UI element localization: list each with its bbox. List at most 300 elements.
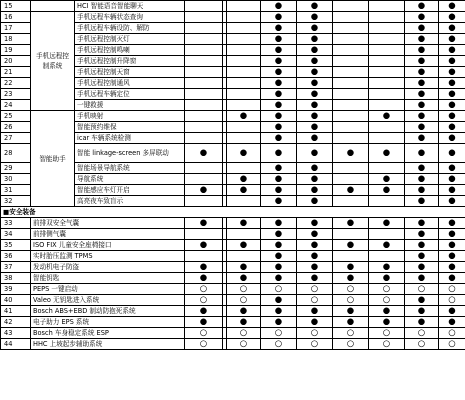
- config-mark: ○: [439, 339, 465, 350]
- config-mark: [369, 229, 405, 240]
- config-mark: ●: [297, 111, 333, 122]
- config-mark: ●: [439, 144, 465, 163]
- config-mark: ○: [297, 284, 333, 295]
- config-mark: ●: [369, 174, 405, 185]
- table-row: [1, 339, 465, 350]
- config-mark: ●: [261, 56, 297, 67]
- config-mark: ●: [405, 251, 439, 262]
- config-mark: ○: [261, 339, 297, 350]
- row-number: 30: [1, 174, 31, 185]
- section-row: [1, 207, 465, 218]
- config-mark: ○: [333, 328, 369, 339]
- feature-name: 发动机电子防盗: [31, 262, 185, 273]
- config-mark: ●: [369, 262, 405, 273]
- config-mark: ●: [185, 306, 223, 317]
- table-row: [1, 317, 465, 328]
- row-number: 18: [1, 34, 31, 45]
- config-mark: ●: [261, 45, 297, 56]
- config-mark: [185, 34, 223, 45]
- config-mark: ●: [297, 23, 333, 34]
- config-mark: ●: [227, 144, 261, 163]
- row-number: 29: [1, 163, 31, 174]
- config-mark: [369, 122, 405, 133]
- feature-name: 手机远程控制鸣喇: [75, 45, 185, 56]
- config-mark: [185, 45, 223, 56]
- config-mark: ●: [185, 185, 223, 196]
- config-mark: [333, 34, 369, 45]
- config-mark: ●: [297, 67, 333, 78]
- config-mark: ●: [185, 273, 223, 284]
- config-mark: ●: [261, 23, 297, 34]
- config-mark: [185, 111, 223, 122]
- config-mark: ●: [261, 174, 297, 185]
- config-mark: ●: [261, 144, 297, 163]
- config-mark: ○: [369, 295, 405, 306]
- config-mark: ●: [439, 23, 465, 34]
- table-row: [1, 218, 465, 229]
- table-row: [1, 1, 465, 12]
- config-mark: ●: [297, 262, 333, 273]
- feature-name: Bosch ABS+EBD 制动防抱死系统: [31, 306, 185, 317]
- config-mark: ●: [261, 12, 297, 23]
- config-mark: ○: [261, 284, 297, 295]
- table-body: [1, 1, 465, 350]
- config-mark: ●: [297, 144, 333, 163]
- config-mark: ●: [261, 111, 297, 122]
- feature-name: Bosch 车身稳定系统 ESP: [31, 328, 185, 339]
- config-mark: [185, 12, 223, 23]
- config-mark: ●: [369, 111, 405, 122]
- config-mark: [185, 196, 223, 207]
- config-mark: [333, 196, 369, 207]
- config-mark: [369, 23, 405, 34]
- table-row: [1, 251, 465, 262]
- config-mark: ●: [227, 240, 261, 251]
- feature-name: 手机远程控制灭灯: [75, 34, 185, 45]
- config-mark: [333, 251, 369, 262]
- config-mark: ●: [297, 78, 333, 89]
- config-mark: ○: [439, 328, 465, 339]
- config-mark: ●: [405, 111, 439, 122]
- feature-name: HCI 智能语音智能聊天: [75, 1, 185, 12]
- config-mark: ●: [297, 229, 333, 240]
- config-mark: ●: [333, 273, 369, 284]
- config-mark: ●: [297, 240, 333, 251]
- config-mark: [185, 78, 223, 89]
- row-number: 28: [1, 144, 31, 163]
- config-mark: ●: [439, 34, 465, 45]
- config-mark: [185, 251, 223, 262]
- config-mark: ○: [227, 284, 261, 295]
- feature-name: 智能钥匙: [31, 273, 185, 284]
- config-mark: ●: [297, 196, 333, 207]
- config-mark: ●: [369, 144, 405, 163]
- config-mark: ●: [227, 306, 261, 317]
- config-mark: ●: [439, 122, 465, 133]
- config-mark: ●: [405, 45, 439, 56]
- row-number: 23: [1, 89, 31, 100]
- config-mark: [227, 196, 261, 207]
- config-mark: [369, 163, 405, 174]
- table-row: [1, 273, 465, 284]
- row-number: 41: [1, 306, 31, 317]
- config-mark: [333, 133, 369, 144]
- config-mark: ●: [185, 144, 223, 163]
- row-number: 16: [1, 12, 31, 23]
- config-mark: ●: [369, 273, 405, 284]
- config-mark: ●: [333, 317, 369, 328]
- config-mark: ●: [439, 229, 465, 240]
- config-mark: [369, 1, 405, 12]
- config-mark: ●: [405, 218, 439, 229]
- config-mark: ●: [439, 1, 465, 12]
- config-mark: [333, 163, 369, 174]
- config-mark: [185, 56, 223, 67]
- config-mark: ○: [439, 295, 465, 306]
- config-mark: ●: [297, 122, 333, 133]
- table-row: [1, 111, 465, 122]
- config-mark: ●: [261, 78, 297, 89]
- config-mark: ●: [439, 317, 465, 328]
- config-mark: ●: [405, 229, 439, 240]
- config-mark: ●: [297, 133, 333, 144]
- config-mark: ●: [261, 240, 297, 251]
- config-mark: ●: [405, 262, 439, 273]
- group-label-remote-control: 手机远程控制系统: [31, 12, 75, 111]
- config-mark: ●: [369, 306, 405, 317]
- config-mark: [369, 100, 405, 111]
- config-mark: [333, 89, 369, 100]
- config-mark: [333, 100, 369, 111]
- feature-name: 一键救援: [75, 100, 185, 111]
- config-mark: ●: [439, 56, 465, 67]
- config-mark: [333, 67, 369, 78]
- config-mark: [185, 23, 223, 34]
- table-row: [1, 306, 465, 317]
- row-number: 21: [1, 67, 31, 78]
- config-mark: ●: [439, 196, 465, 207]
- config-mark: ○: [405, 284, 439, 295]
- feature-name: 前排侧气囊: [31, 229, 185, 240]
- config-mark: [185, 133, 223, 144]
- config-mark: [333, 229, 369, 240]
- config-mark: [227, 122, 261, 133]
- row-number: 33: [1, 218, 31, 229]
- table-row: [1, 12, 465, 23]
- config-mark: ●: [297, 317, 333, 328]
- config-mark: ●: [405, 100, 439, 111]
- config-mark: ●: [439, 251, 465, 262]
- feature-name: 高亮夜车致盲示: [75, 196, 185, 207]
- config-mark: ●: [439, 240, 465, 251]
- config-mark: [333, 56, 369, 67]
- config-mark: [333, 122, 369, 133]
- row-number: 32: [1, 196, 31, 207]
- config-mark: ●: [227, 218, 261, 229]
- config-mark: ●: [405, 78, 439, 89]
- config-mark: ○: [185, 328, 223, 339]
- config-mark: ●: [261, 317, 297, 328]
- row-number: 40: [1, 295, 31, 306]
- config-mark: [333, 1, 369, 12]
- config-mark: ●: [261, 89, 297, 100]
- row-number: 27: [1, 133, 31, 144]
- config-mark: ○: [261, 328, 297, 339]
- config-mark: ●: [227, 174, 261, 185]
- config-mark: [333, 78, 369, 89]
- config-mark: ●: [297, 174, 333, 185]
- config-mark: [227, 1, 261, 12]
- config-mark: ●: [261, 100, 297, 111]
- row-number: 19: [1, 45, 31, 56]
- config-mark: ●: [261, 196, 297, 207]
- config-mark: [185, 89, 223, 100]
- config-mark: [369, 133, 405, 144]
- table-row: [1, 240, 465, 251]
- config-mark: ●: [405, 163, 439, 174]
- config-mark: ●: [405, 306, 439, 317]
- config-mark: [227, 100, 261, 111]
- config-mark: ●: [261, 133, 297, 144]
- config-mark: ●: [261, 251, 297, 262]
- feature-name: Valeo 无钥匙进入系统: [31, 295, 185, 306]
- feature-name: 手机远程车辆状态查询: [75, 12, 185, 23]
- config-mark: ●: [439, 12, 465, 23]
- config-mark: [369, 78, 405, 89]
- config-mark: ○: [405, 339, 439, 350]
- row-number: 39: [1, 284, 31, 295]
- config-mark: ●: [439, 100, 465, 111]
- config-mark: ●: [227, 262, 261, 273]
- feature-name: 智能 linkage-screen 多屏联动: [75, 144, 185, 163]
- config-mark: [369, 89, 405, 100]
- config-mark: [185, 163, 223, 174]
- config-mark: ●: [405, 295, 439, 306]
- config-mark: [227, 45, 261, 56]
- config-mark: [227, 56, 261, 67]
- row-number: 37: [1, 262, 31, 273]
- config-mark: ●: [439, 262, 465, 273]
- row-number: 31: [1, 185, 31, 196]
- config-mark: ○: [185, 295, 223, 306]
- config-mark: [369, 12, 405, 23]
- config-mark: ●: [297, 12, 333, 23]
- config-mark: ●: [185, 240, 223, 251]
- config-mark: ●: [297, 56, 333, 67]
- config-mark: ●: [369, 240, 405, 251]
- config-mark: ○: [185, 284, 223, 295]
- row-number: 22: [1, 78, 31, 89]
- table-row: [1, 295, 465, 306]
- config-mark: ●: [227, 111, 261, 122]
- row-number: 36: [1, 251, 31, 262]
- config-mark: ●: [405, 1, 439, 12]
- row-number: 24: [1, 100, 31, 111]
- config-mark: ●: [405, 317, 439, 328]
- feature-name: PEPS 一键启动: [31, 284, 185, 295]
- row-number: 20: [1, 56, 31, 67]
- config-mark: [227, 163, 261, 174]
- config-mark: ●: [369, 317, 405, 328]
- feature-name: 电子助力 EPS 系统: [31, 317, 185, 328]
- config-mark: ●: [439, 45, 465, 56]
- row-number: 38: [1, 273, 31, 284]
- config-mark: ●: [405, 196, 439, 207]
- table-row: [1, 229, 465, 240]
- config-mark: ○: [369, 284, 405, 295]
- table-row: [1, 262, 465, 273]
- config-mark: ●: [439, 67, 465, 78]
- config-mark: ●: [261, 273, 297, 284]
- row-number: 15: [1, 1, 31, 12]
- config-mark: ●: [185, 262, 223, 273]
- config-mark: [227, 229, 261, 240]
- config-mark: ○: [297, 339, 333, 350]
- config-mark: ●: [297, 218, 333, 229]
- config-mark: [185, 67, 223, 78]
- config-mark: ●: [261, 229, 297, 240]
- config-mark: ●: [261, 67, 297, 78]
- config-mark: ●: [439, 306, 465, 317]
- config-mark: [369, 251, 405, 262]
- config-mark: ○: [297, 295, 333, 306]
- config-mark: ●: [439, 273, 465, 284]
- feature-name: 手机映射: [75, 111, 185, 122]
- config-mark: [227, 78, 261, 89]
- config-mark: ●: [227, 273, 261, 284]
- config-mark: ●: [369, 185, 405, 196]
- config-mark: ○: [227, 328, 261, 339]
- config-mark: ●: [297, 34, 333, 45]
- config-mark: ○: [227, 339, 261, 350]
- config-mark: [369, 34, 405, 45]
- config-mark: ●: [261, 185, 297, 196]
- section-label: ■安全装备: [1, 207, 465, 218]
- config-mark: [333, 174, 369, 185]
- config-mark: ●: [333, 185, 369, 196]
- config-mark: [185, 122, 223, 133]
- config-mark: ●: [405, 174, 439, 185]
- config-mark: ●: [405, 89, 439, 100]
- config-mark: [369, 67, 405, 78]
- config-mark: ●: [439, 163, 465, 174]
- config-mark: ●: [261, 218, 297, 229]
- config-mark: ●: [185, 218, 223, 229]
- config-mark: [227, 23, 261, 34]
- row-number: 44: [1, 339, 31, 350]
- config-mark: ●: [439, 78, 465, 89]
- table-row: [1, 284, 465, 295]
- config-mark: ●: [261, 34, 297, 45]
- config-mark: ●: [185, 317, 223, 328]
- feature-name: 智能场景导航系统: [75, 163, 185, 174]
- feature-name: 导航系统: [75, 174, 185, 185]
- row-number: 25: [1, 111, 31, 122]
- row-number: 34: [1, 229, 31, 240]
- row-number: 42: [1, 317, 31, 328]
- config-mark: ●: [405, 67, 439, 78]
- config-mark: ●: [333, 262, 369, 273]
- config-mark: ●: [297, 89, 333, 100]
- config-mark: ●: [405, 273, 439, 284]
- config-mark: ●: [405, 12, 439, 23]
- config-mark: ○: [227, 295, 261, 306]
- config-mark: [227, 12, 261, 23]
- config-mark: ●: [261, 122, 297, 133]
- feature-name: 手机远程控制通风: [75, 78, 185, 89]
- config-mark: ●: [333, 144, 369, 163]
- config-mark: ●: [297, 45, 333, 56]
- config-mark: ●: [439, 174, 465, 185]
- config-mark: ●: [405, 144, 439, 163]
- feature-name: 实时胎压监测 TPMS: [31, 251, 185, 262]
- feature-name: HHC 上坡起步辅助系统: [31, 339, 185, 350]
- config-mark: ●: [333, 240, 369, 251]
- config-mark: ●: [405, 185, 439, 196]
- config-mark: ○: [369, 328, 405, 339]
- config-mark: ○: [439, 284, 465, 295]
- config-mark: ●: [261, 163, 297, 174]
- config-mark: ●: [333, 306, 369, 317]
- config-mark: [227, 251, 261, 262]
- config-mark: ○: [405, 328, 439, 339]
- config-mark: [369, 56, 405, 67]
- feature-name: 手机远程控制天窗: [75, 67, 185, 78]
- config-mark: ●: [261, 1, 297, 12]
- feature-name: 前排双安全气囊: [31, 218, 185, 229]
- config-mark: ○: [333, 339, 369, 350]
- config-mark: ●: [405, 240, 439, 251]
- config-mark: ●: [405, 23, 439, 34]
- config-mark: ●: [227, 185, 261, 196]
- group-cell-empty: [31, 1, 75, 12]
- config-mark: [185, 229, 223, 240]
- row-number: 26: [1, 122, 31, 133]
- config-mark: [369, 45, 405, 56]
- config-mark: [333, 45, 369, 56]
- config-mark: ●: [333, 218, 369, 229]
- config-mark: ●: [297, 185, 333, 196]
- config-mark: [227, 89, 261, 100]
- config-mark: [369, 196, 405, 207]
- config-mark: [227, 133, 261, 144]
- config-mark: ●: [297, 251, 333, 262]
- config-mark: [185, 174, 223, 185]
- config-mark: ○: [333, 284, 369, 295]
- feature-name: 智能感应车灯开启: [75, 185, 185, 196]
- feature-name: 手机远程控制升降窗: [75, 56, 185, 67]
- config-mark: ○: [333, 295, 369, 306]
- config-mark: ●: [261, 262, 297, 273]
- config-mark: ●: [297, 306, 333, 317]
- config-mark: ●: [405, 56, 439, 67]
- config-mark: [185, 1, 223, 12]
- config-mark: ●: [405, 34, 439, 45]
- config-mark: ●: [439, 218, 465, 229]
- config-mark: ○: [185, 339, 223, 350]
- table-row: [1, 328, 465, 339]
- feature-name: 智能预约维保: [75, 122, 185, 133]
- config-mark: ●: [297, 1, 333, 12]
- row-number: 17: [1, 23, 31, 34]
- config-mark: ●: [261, 306, 297, 317]
- config-mark: ●: [439, 133, 465, 144]
- config-mark: [185, 100, 223, 111]
- config-mark: ●: [405, 122, 439, 133]
- config-mark: ●: [297, 163, 333, 174]
- config-mark: [227, 67, 261, 78]
- config-mark: ●: [405, 133, 439, 144]
